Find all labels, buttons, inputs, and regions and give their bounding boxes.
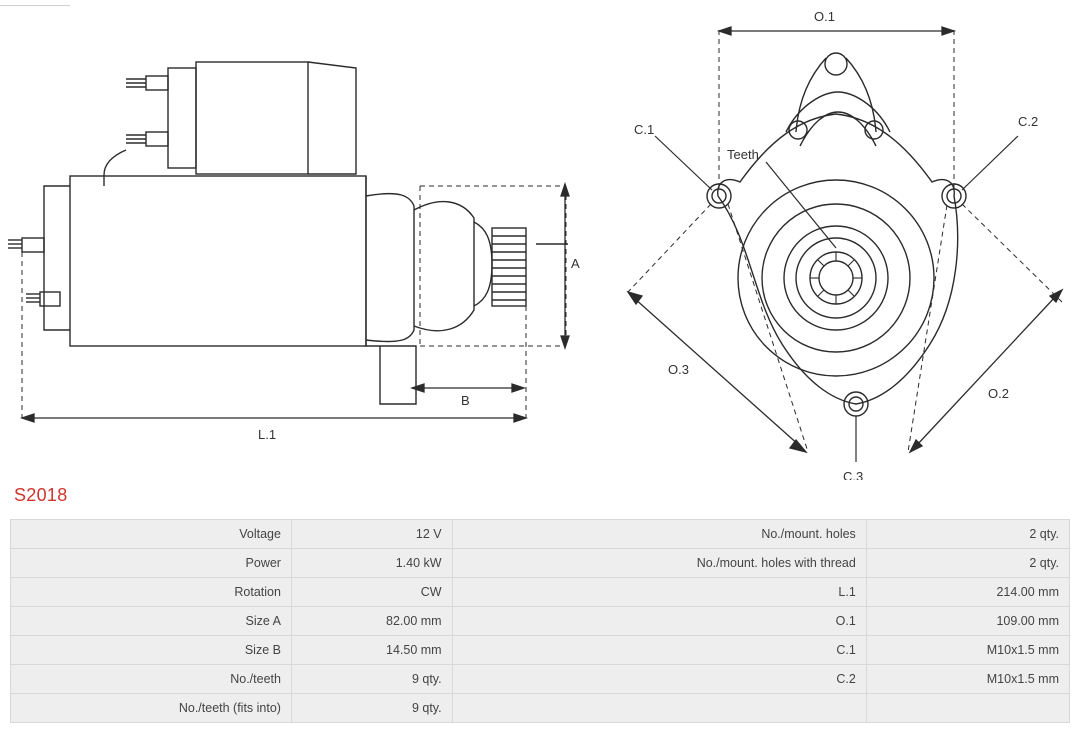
spec-value: 2 qty. [866, 520, 1069, 549]
spec-empty-cell [866, 694, 1069, 723]
specifications-table [10, 519, 1070, 723]
spec-value: 1.40 kW [291, 549, 452, 578]
table-row [11, 694, 1070, 723]
spec-label: No./mount. holes with thread [452, 549, 866, 578]
spec-label: Size A [11, 607, 292, 636]
label-size-b: B [461, 393, 470, 408]
spec-label: No./teeth [11, 665, 292, 694]
table-row [11, 520, 1070, 549]
label-o3: O.3 [668, 362, 689, 377]
spec-label: No./mount. holes [452, 520, 866, 549]
table-row [11, 665, 1070, 694]
label-c1: C.1 [634, 122, 655, 137]
table-row [11, 549, 1070, 578]
label-length-l1: L.1 [258, 427, 277, 442]
spec-label: Rotation [11, 578, 292, 607]
spec-label: O.1 [452, 607, 866, 636]
spec-label: C.2 [452, 665, 866, 694]
spec-value: 14.50 mm [291, 636, 452, 665]
spec-label: No./teeth (fits into) [11, 694, 292, 723]
label-o2: O.2 [988, 386, 1009, 401]
table-row [11, 607, 1070, 636]
spec-value: 2 qty. [866, 549, 1069, 578]
label-teeth: Teeth [727, 147, 759, 162]
table-row [11, 578, 1070, 607]
spec-label: L.1 [452, 578, 866, 607]
spec-empty-cell [452, 694, 866, 723]
spec-value: 9 qty. [291, 665, 452, 694]
spec-value: M10x1.5 mm [866, 636, 1069, 665]
spec-value: M10x1.5 mm [866, 665, 1069, 694]
spec-label: Voltage [11, 520, 292, 549]
label-size-a: A [571, 256, 580, 271]
spec-value: 9 qty. [291, 694, 452, 723]
part-number: S2018 [14, 485, 68, 505]
spec-value: 109.00 mm [866, 607, 1069, 636]
side-view-dimension-arrows [22, 184, 569, 422]
spec-value: CW [291, 578, 452, 607]
side-view-dimension-guides [22, 186, 566, 418]
spec-label: C.1 [452, 636, 866, 665]
starter-side-view [8, 62, 568, 404]
spec-value: 214.00 mm [866, 578, 1069, 607]
spec-label: Size B [11, 636, 292, 665]
table-row [11, 636, 1070, 665]
spec-value: 12 V [291, 520, 452, 549]
starter-front-view [707, 53, 966, 416]
label-o1: O.1 [814, 9, 835, 24]
spec-value: 82.00 mm [291, 607, 452, 636]
label-c3: C.3 [843, 469, 864, 480]
spec-label: Power [11, 549, 292, 578]
label-c2: C.2 [1018, 114, 1039, 129]
